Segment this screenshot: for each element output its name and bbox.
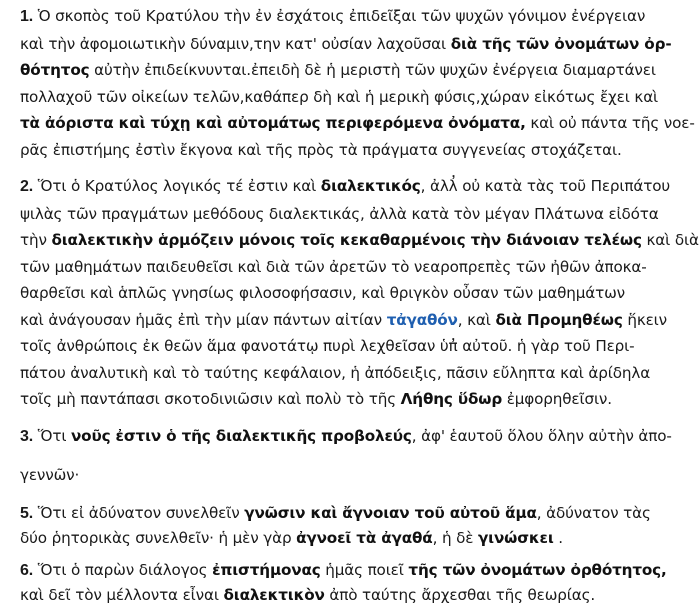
bold-phrase: διὰ τῆς τῶν ὀνομάτων ὀρ- [450, 34, 672, 53]
text-segment: θαρθεῖσι καὶ ἁπλῶς γνησίως φιλοσοφήσασιν, καὶ θριγκὸν οὖσαν τῶν μαθημάτων [20, 284, 625, 302]
text-segment: δύο ῥητορικὰς συνελθεῖν· ἡ μὲν γὰρ [20, 528, 297, 547]
text-line [20, 386, 656, 413]
text-line [20, 558, 667, 583]
text-line [20, 173, 671, 201]
text-segment: , ἀλλ̓ οὐ κατὰ τὰς τοῦ Περιπάτου [420, 177, 671, 195]
text-segment: πάτου ἀναλυτικὴ καὶ τὸ ταύτης κεφάλαιον, ἡ ἀπόδειξις, πᾶσιν εὔληπτα καὶ ἀρίδηλα [20, 363, 651, 382]
text-line [20, 501, 656, 526]
paragraph-number: 6. [20, 561, 34, 579]
text-line [20, 201, 659, 228]
text-segment: . [553, 528, 563, 547]
paragraph-6 [20, 558, 667, 607]
text-segment: ἥκειν [622, 310, 668, 329]
text-line [20, 3, 656, 31]
paragraph-number: 2. [20, 178, 34, 195]
text-line [20, 57, 656, 84]
text-segment: τοῖς ἀνθρώποις ἐκ θεῶν ἅμα φανοτάτῳ πυρὶ λεχθεῖσαν ὑπ̓ αὐτοῦ. ἡ γὰρ τοῦ Περι- [20, 337, 635, 355]
paragraph-2 [20, 173, 699, 413]
text-line [20, 360, 656, 387]
text-line [20, 462, 656, 489]
paragraph-number: 3. [20, 427, 34, 445]
bold-phrase: γνῶσιν καὶ ἄγνοιαν τοῦ αὐτοῦ ἅμα [244, 503, 537, 522]
text-segment: , ἀφ' ἑαυτοῦ ὅλου ὅλην αὐτὴν ἀπο- [411, 426, 672, 445]
paragraph-1 [20, 3, 695, 163]
text-segment: πολλαχοῦ τῶν οἰκείων τελῶν,καθάπερ δὴ καὶ ἡ μερικὴ φύσις,χώραν εἰκότως ἔχει καὶ [20, 87, 659, 106]
text-segment: καὶ ἀνάγουσαν ἡμᾶς ἐπὶ τὴν μίαν πάντων αἰτίαν [20, 310, 387, 329]
bold-phrase: τῆς τῶν ὀνομάτων ὀρθότητος, [408, 560, 667, 579]
paragraph-3-continuation [20, 462, 656, 489]
text-line [20, 31, 672, 58]
text-segment: , ἡ δὲ [432, 528, 478, 547]
bold-phrase: τὰ ἀόριστα καὶ τύχῃ καὶ αὐτομάτως περιφερόμενα ὀνόματα, [20, 114, 526, 132]
paragraph-number: 5. [20, 504, 34, 522]
text-segment: αὐτὴν ἐπιδείκνυνται.ἐπειδὴ δὲ ἡ μεριστὴ τῶν ψυχῶν ἐνέργεια διαμαρτάνει [89, 61, 656, 79]
text-segment: , ἀδύνατον τὰς [536, 503, 651, 522]
text-segment: Ὅτι [37, 426, 71, 445]
text-line [20, 227, 699, 254]
text-segment: ἀπὸ ταύτης ἄρχεσθαι τῆς θεωρίας. [324, 585, 596, 604]
bold-phrase: ἀγνοεῖ τὰ ἀγαθά [296, 528, 433, 547]
text-segment: τὴν [20, 231, 52, 249]
text-segment: Ὅτι ὁ παρὼν διάλογος [37, 560, 213, 579]
bold-phrase: γινώσκει [477, 528, 554, 547]
bold-phrase: νοῦς ἐστιν ὁ τῆς διαλεκτικῆς προβολεύς [70, 426, 412, 445]
text-segment: καὶ τὴν ἀφομοιωτικὴν δύναμιν,την κατ' οὐσίαν λαχοῦσαι [20, 34, 451, 53]
text-segment: ἡμᾶς ποιεῖ [320, 560, 409, 579]
text-segment: γεννῶν· [20, 466, 80, 484]
text-segment: ἐμφορηθεῖσιν. [502, 390, 612, 408]
text-segment: τοῖς μὴ παντάπασι σκοτοδινιῶσιν καὶ πολὺ τὸ τῆς [20, 390, 401, 408]
bold-phrase: Λήθης ὕδωρ [400, 390, 503, 408]
paragraph-number: 1. [20, 8, 34, 25]
paragraph-5 [20, 501, 656, 550]
text-segment: , καὶ [457, 310, 496, 329]
text-line [20, 137, 656, 164]
text-segment: Ὅτι ὁ Κρατύλος λογικός τέ ἐστιν καὶ [37, 177, 321, 195]
text-segment: τῶν μαθημάτων παιδευθεῖσι καὶ διὰ τῶν ἀρετῶν τὸ νεαροπρεπὲς τῶν ἠθῶν ἀποκα- [20, 257, 647, 276]
bold-phrase: θότητος [20, 61, 90, 79]
text-line [20, 526, 656, 550]
bold-phrase: διαλεκτικὴν ἁρμόζειν μόνοις τοῖς κεκαθαρμένοις τὴν διάνοιαν τελέως [51, 231, 642, 249]
text-segment: καὶ δεῖ τὸν μέλλοντα εἶναι [20, 585, 224, 604]
bold-phrase: διαλεκτικὸν [223, 585, 325, 604]
text-line [20, 307, 668, 334]
paragraph-3 [20, 423, 672, 451]
text-line [20, 84, 659, 111]
text-segment: καὶ διὰ [641, 231, 699, 249]
text-line [20, 280, 656, 307]
text-line [20, 333, 656, 360]
text-segment: Ὁ σκοπὸς τοῦ Κρατύλου τὴν ἐν ἐσχάτοις ἐπιδεῖξαι τῶν ψυχῶν γόνιμον ἐνέργειαν [37, 7, 646, 25]
text-segment: καὶ οὐ πάντα τῆς νοε- [525, 114, 695, 132]
bold-phrase: διὰ Προμηθέως [495, 310, 623, 329]
text-segment: ψιλὰς τῶν πραγμάτων μεθόδους διαλεκτικάς, ἀλλὰ κατὰ τὸν μέγαν Πλάτωνα εἰδότα [20, 204, 659, 223]
text-segment: ρᾶς ἐπιστήμης ἐστὶν ἔκγονα καὶ τῆς πρὸς τὰ πράγματα συγγενείας στοχάζεται. [20, 140, 622, 159]
text-line [20, 423, 672, 451]
text-segment: Ὅτι εἰ ἀδύνατον συνελθεῖν [37, 503, 245, 522]
bold-phrase: ἐπιστήμονας [212, 560, 321, 579]
highlighted-term: τἀγαθόν [386, 310, 458, 329]
bold-phrase: διαλεκτικός [320, 177, 421, 195]
text-line [20, 110, 695, 137]
text-line [20, 583, 656, 607]
text-line [20, 254, 656, 281]
